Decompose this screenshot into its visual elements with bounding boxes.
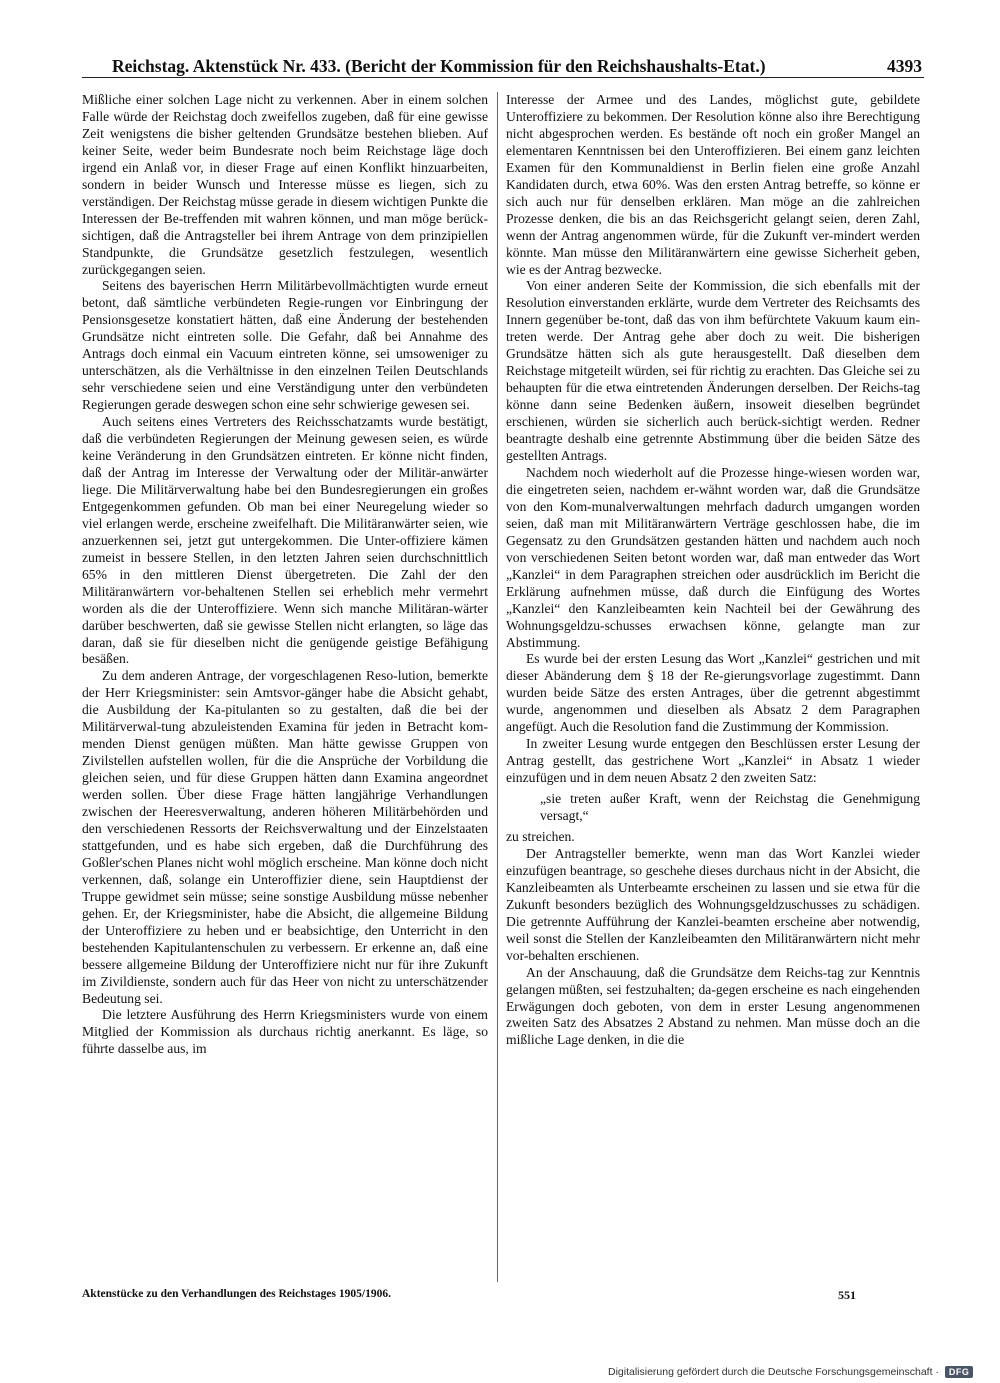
column-divider [497, 92, 498, 1282]
right-column-paragraph: In zweiter Lesung wurde entgegen den Beschlüssen erster Lesung der Antrag gestellt, das gestrichene Wort „Kanzlei“ in Absatz 1 wieder einzufügen und in dem neuen Absatz 2 den zweiten Satz: [506, 736, 920, 786]
right-column-paragraph: Interesse der Armee und des Landes, möglichst gute, gebildete Unteroffiziere zu bekommen. Der Resolution könne also ihre Berechtigung nicht abgesprochen werden. Es bestände oft noch ein großer Mangel an elementaren Kenntnissen bei den Unteroffizieren. Bei einem ganz leichten Examen für den Kommunaldienst in Berlin fielen eine große Anzahl Kandidaten durch, etwa 60%. Was den ersten Antrag betreffe, so könne er sich auch nur für denselben erklären. Man möge an die zahlreichen Prozesse denken, die bis an das Reichsgericht gelangt seien, deren Zahl, wenn der Antrag angenommen würde, für die Zukunft ver-mindert werden könnte. Man müsse den Militäranwärtern eine gewisse Sicherheit geben, wie es der Antrag bezwecke. [506, 92, 920, 277]
right-column [506, 92, 920, 1288]
left-column [82, 92, 488, 1288]
header-page-number: 4393 [887, 56, 922, 76]
left-column-paragraph: Zu dem anderen Antrage, der vorgeschlagenen Reso-lution, bemerkte der Herr Kriegsminister: sein Amtsvor-gänger habe die Absicht gehabt, die Ausbildung der Ka-pitulanten so zu gestalten, daß die bei der Militärverwal-tung abzuleistenden Examina für jeden in Betracht kom-menden Dienst genügen müßten. Man hätte gewisse Gruppen von Zivilstellen aufstellen wollen, für die die Ansprüche der Vorbildung die gleichen seien, und für diese Gruppen hätten dann Examina angeordnet werden sollen. Über diese Frage hätten langjährige Verhandlungen zwischen der Heeresverwaltung, anderen höheren Militärbehörden und den verschiedenen Ressorts der Reichsverwaltung und der Einzelstaaten stattgefunden, und es habe sich ergeben, daß die Durchführung des Goßler'schen Planes nicht wohl möglich erscheine. Man könne doch nicht verkennen, daß, solange ein Unteroffizier diene, sein Hauptdienst der Truppe gewidmet sein müsse; seine sonstige Ausbildung müsse nebenher gehen. Er, der Kriegsminister, habe die Absicht, die allgemeine Bildung der Unteroffiziere zu heben und er beabsichtige, den Unterricht in den bestehenden Kapitulantenschulen zu verbessern. Er erkenne an, daß eine bessere allgemeine Bildung der Unteroffiziere nicht nur für ihre Zukunft im Zivildienste, sondern auch für das Heer von nicht zu unterschätzender Bedeutung sei. [82, 668, 488, 1006]
right-column-paragraph: Der Antragsteller bemerkte, wenn man das Wort Kanzlei wieder einzufügen beantrage, so geschehe dieses durchaus nicht in der Absicht, die Kanzleibeamten als Unterbeamte erscheinen zu lassen und sie etwa für die Zukunft besonders bezüglich des Wohnungsgeldzuschusses zu schädigen. Die getrennte Aufführung der Kanzlei-beamten erscheine aber notwendig, weil sonst die Stellen der Kanzleibeamten den Militäranwärtern nicht mehr vor-behalten erschienen. [506, 845, 920, 963]
left-column-paragraph: Auch seitens eines Vertreters des Reichsschatzamts wurde bestätigt, daß die verbündeten Regierungen der Meinung gewesen seien, es würde keine Veränderung in den Grundsätzen eintreten. Er könne nicht finden, daß der Antrag im Interesse der Verwaltung oder der Militär-anwärter liege. Die Militärverwaltung habe bei den Bundesregierungen ein großes Entgegenkommen gefunden. Ob man bei einer Neuregelung wieder so viel erlangen werde, erscheine zweifelhaft. Die Militäranwärter seien, wie anzuerkennen sei, jetzt gut untergekommen. Die Unter-offiziere kämen zumeist in bessere Stellen, in den letzten Jahren seien durchschnittlich 65% in den mittleren Dienst übergetreten. Die Zahl der den Militäranwärtern vor-behaltenen Stellen sei erheblich mehr vermehrt worden als die der Unteroffiziere. Wenn sich manche Militäran-wärter darüber beschwerten, daß sie gewisse Stellen nicht erlangten, so läge das daran, daß sie für dieselben nicht die genügende geistige Befähigung besäßen. [82, 414, 488, 667]
right-column-paragraph: zu streichen. [506, 828, 575, 844]
left-column-paragraph: Seitens des bayerischen Herrn Militärbevollmächtigten wurde erneut betont, daß sämtliche verbündeten Regie-rungen vor Einbringung der Pensionsgesetze konstatiert hätten, daß eine Änderung der bestehenden Grundsätze nicht eintreten solle. Die Gefahr, daß bei Annahme des Antrags doch einmal ein Vacuum eintreten könne, sei umsoweniger zu unterschätzen, als die Verhältnisse in den einzelnen Teilen Deutschlands sehr verschiedene seien und eine Verständigung unter den verbündeten Regierungen gerade deswegen schon eine sehr schwierige gewesen sei. [82, 278, 488, 413]
right-column-paragraph: Von einer anderen Seite der Kommission, die sich ebenfalls mit der Resolution einverstanden erklärte, wurde dem Vertreter des Reichsamts des Innern gegenüber be-tont, daß das von ihm befürchtete Vakuum kaum ein-treten werde. Der Antrag gehe aber doch zu weit. Die bisherigen Grundsätze hätten sich als gute herausgestellt. Daß dieselben dem Reichstage mitgeteilt würden, sei für richtig zu erachten. Das Gleiche sei zu behaupten für die etwa eintretenden Änderungen derselben. Der Reichs-tag könne dann seine Bedenken äußern, insoweit dieselben begründet erschienen, würden sie sicherlich auch berück-sichtigt werden. Redner beantragte deshalb eine getrennte Abstimmung über die beiden Sätze des gestellten Antrags. [506, 278, 920, 464]
right-column-paragraph: An der Anschauung, daß die Grundsätze dem Reichs-tag zur Kenntnis gelangen müßten, sei festzuhalten; da-gegen erscheine es nach eingehenden Erwägungen doch geboten, von dem in erster Lesung angenommenen zweiten Satz des Absatzes 2 Abstand zu nehmen. Man müsse doch an die mißliche Lage denken, in die die [506, 964, 920, 1048]
right-column-paragraph: Nachdem noch wiederholt auf die Prozesse hinge-wiesen worden war, die eingetreten seien, nachdem er-wähnt worden war, daß die Grundsätze von den Kom-munalverwaltungen mehrfach dadurch umgangen worden seien, daß man mit Militäranwärtern Verträge geschlossen habe, die im Gegensatz zu den Grundsätzen gestanden hätten und nachdem auch noch von verschiedenen Seiten betont worden war, daß man entweder das Wort „Kanzlei“ in dem Paragraphen streichen oder ausdrücklich im Bericht die Erklärung aufnehmen müsse, daß durch die Einfügung des Wortes „Kanzlei“ den Kanzleibeamten kein Nachteil bei der Gewährung des Wohnungsgeldzu-schusses erwachsen könne, gelangte man zur Abstimmung. [506, 464, 920, 650]
footer-source: Aktenstücke zu den Verhandlungen des Reichstages 1905/1906. [82, 1288, 391, 1300]
dfg-logo: DFG [945, 1366, 974, 1378]
header-rule [82, 77, 924, 78]
left-column-paragraph: Mißliche einer solchen Lage nicht zu verkennen. Aber in einem solchen Falle würde der Reichstag doch zweifellos zugeben, daß für eine gewisse Zeit wenigstens die bisher geltenden Grundsätze bestehen blieben. Auf keiner Seite, weder beim Bundesrate noch beim Reichstage läge doch irgend ein Anlaß vor, in dieser Frage auf einen Konflikt hinzuarbeiten, sondern in beider Wunsch und Interesse müsse es liegen, sich zu verständigen. Der Reichstag müsse gerade in diesem wichtigen Punkte die Interessen der Be-treffenden mit wahren können, und man möge berück-sichtigen, daß die Antragsteller bei ihrem Antrage von dem prinzipiellen Standpunkte, die Grundsätze gesetzlich festzulegen, wesentlich zurückgegangen seien. [82, 92, 488, 277]
footer-page-number: 551 [838, 1288, 856, 1302]
credit-text: Digitalisierung gefördert durch die Deutsche Forschungsgemeinschaft · [608, 1366, 939, 1378]
digitization-credit [608, 1364, 973, 1380]
running-header [82, 50, 924, 80]
right-column-paragraph: „sie treten außer Kraft, wenn der Reichstag die Genehmigung versagt,“ [540, 791, 920, 824]
right-column-paragraph: Es wurde bei der ersten Lesung das Wort „Kanzlei“ gestrichen und mit dieser Abänderung dem § 18 der Re-gierungsvorlage zugestimmt. Dann wurden beide Sätze des ersten Antrages, über die getrennt abgestimmt wurde, angenommen und dieselben als Absatz 2 dem Paragraphen angefügt. Auch die Resolution fand die Zustimmung der Kommission. [506, 651, 920, 735]
left-column-paragraph: Die letztere Ausführung des Herrn Kriegsministers wurde von einem Mitglied der Kommission als durchaus richtig anerkannt. Es läge, so führte dasselbe aus, im [82, 1007, 488, 1057]
header-title: Reichstag. Aktenstück Nr. 433. (Bericht der Kommission für den Reichshaushalts-Etat.) [112, 56, 766, 76]
